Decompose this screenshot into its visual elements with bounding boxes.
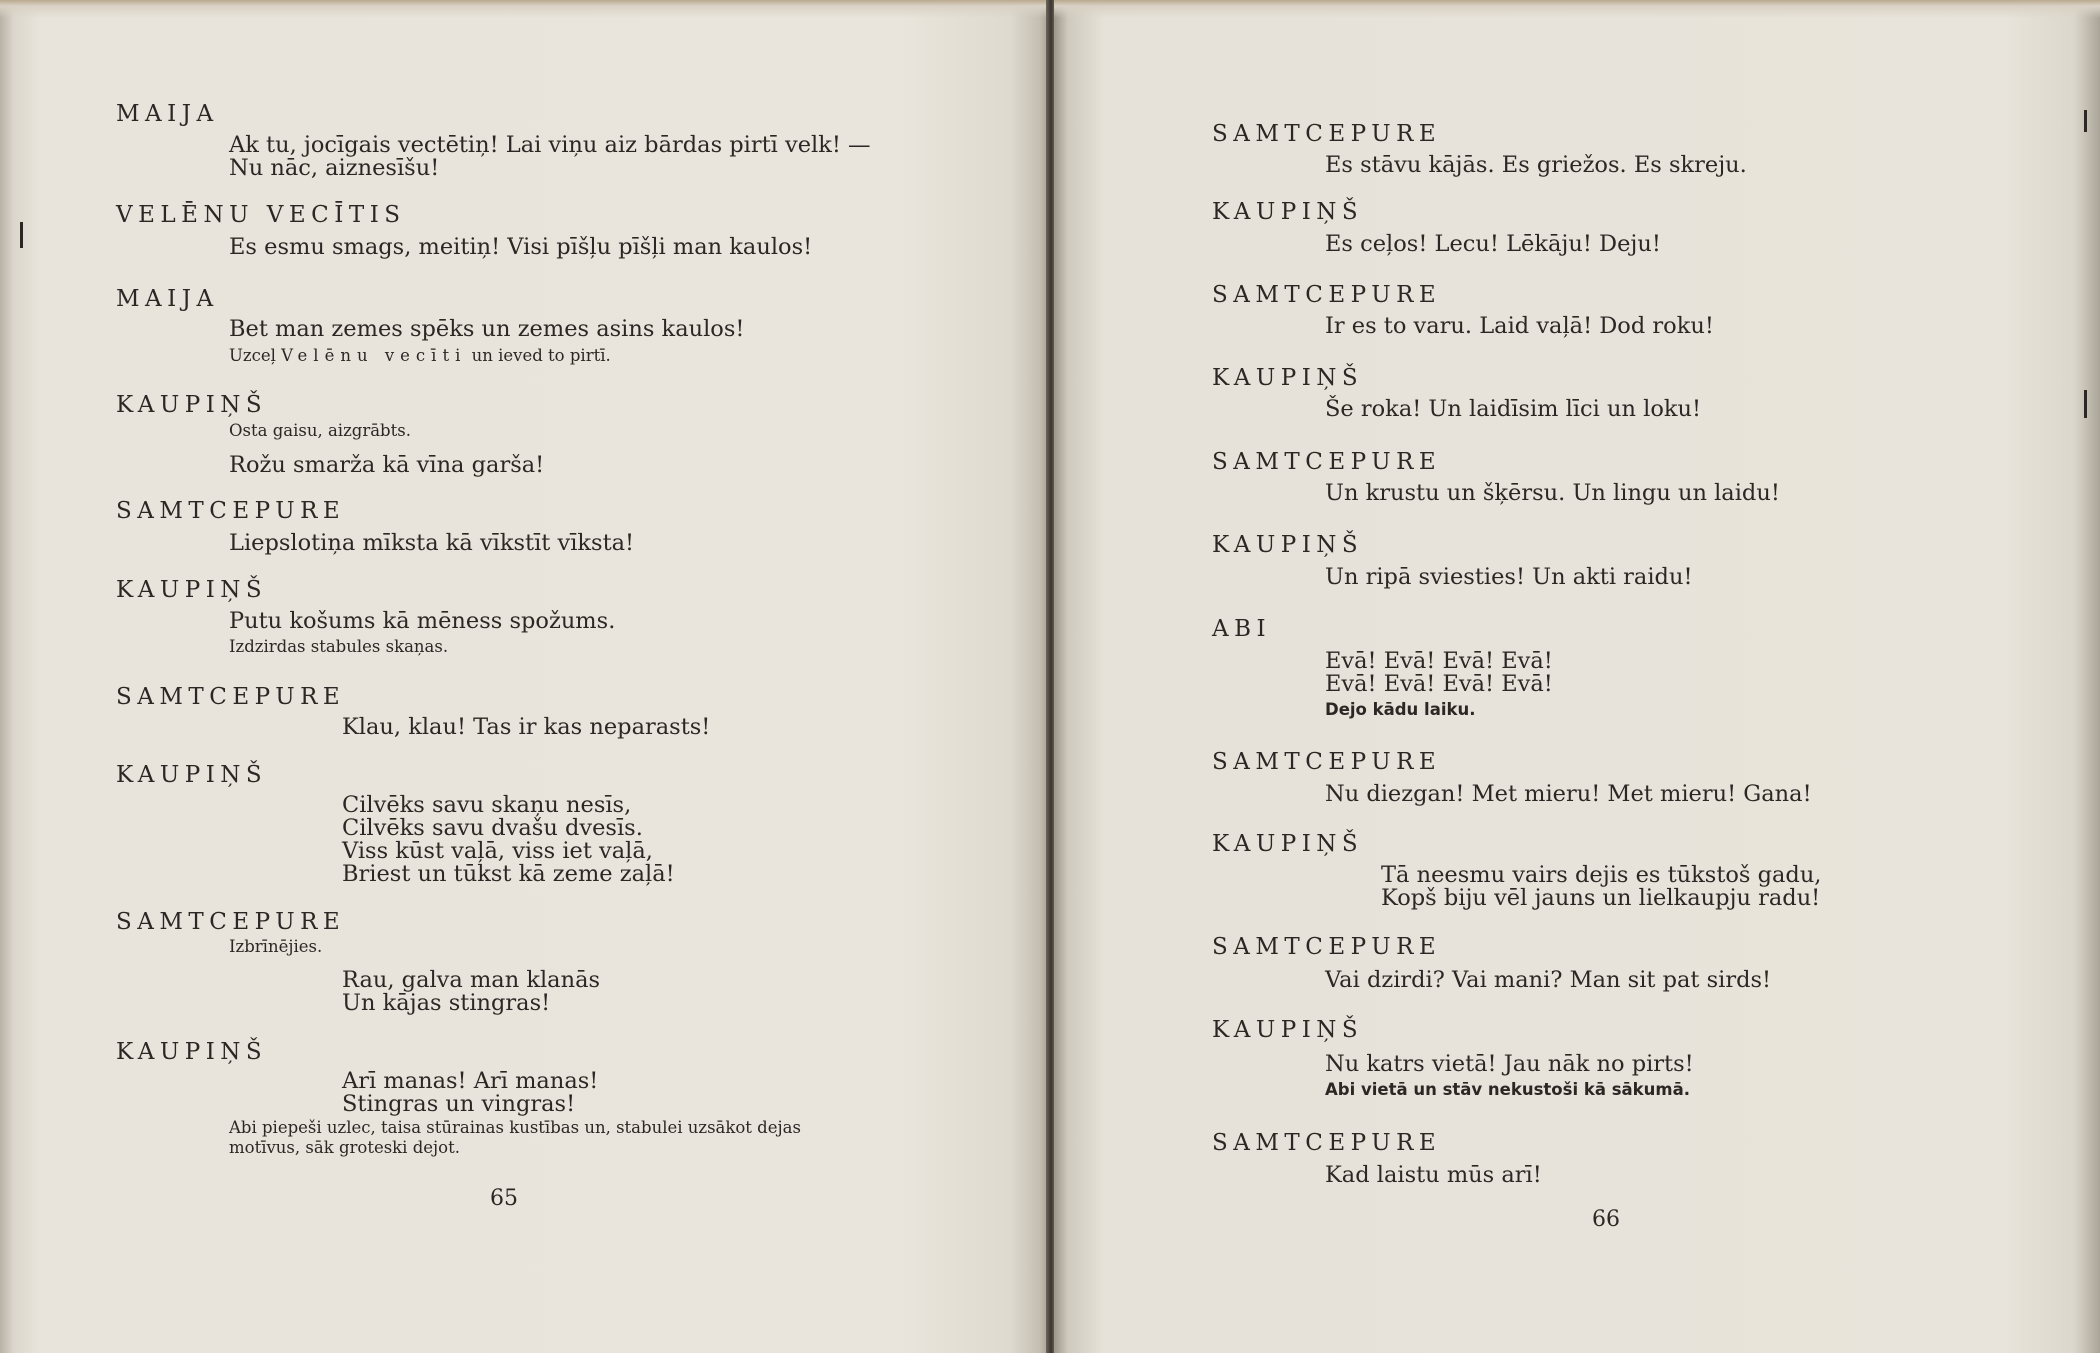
speaker-name: KAUPIŅŠ: [1212, 831, 1364, 857]
speaker-name: SAMTCEPURE: [1212, 934, 1442, 960]
right-page: [1054, 0, 2100, 1353]
dialogue-line: Kopš biju vēl jauns un lielkaupju radu!: [1381, 885, 1821, 911]
dialogue-line: Evā! Evā! Evā! Evā!: [1325, 648, 1553, 674]
dialogue-line: Un ripā sviesties! Un akti raidu!: [1325, 564, 1693, 590]
page-number: 66: [1592, 1207, 1620, 1232]
speaker-name: KAUPIŅŠ: [116, 762, 268, 788]
binding-mark: [20, 222, 23, 248]
dialogue-line: Cilvēks savu dvašu dvesīs.: [342, 815, 643, 841]
dialogue-line: Vai dzirdi? Vai mani? Man sit pat sirds!: [1325, 967, 1772, 993]
speaker-name: KAUPIŅŠ: [1212, 532, 1364, 558]
dialogue-line: Cilvēks savu skaņu nesīs,: [342, 792, 632, 818]
dialogue-line: Nu katrs vietā! Jau nāk no pirts!: [1325, 1051, 1694, 1077]
dialogue-line: Rožu smarža kā vīna garša!: [229, 452, 545, 478]
speaker-name: SAMTCEPURE: [1212, 282, 1442, 308]
dialogue-line: Nu nāc, aiznesīšu!: [229, 155, 440, 181]
speaker-name: KAUPIŅŠ: [116, 392, 268, 418]
edge-mark: [2084, 390, 2087, 418]
dialogue-line: Un krustu un šķērsu. Un lingu un laidu!: [1325, 480, 1780, 506]
speaker-name: SAMTCEPURE: [1212, 1130, 1442, 1156]
edge-mark: [2084, 110, 2087, 132]
speaker-name: SAMTCEPURE: [1212, 749, 1442, 775]
dialogue-line: Tā neesmu vairs dejis es tūkstoš gadu,: [1381, 862, 1822, 888]
speaker-name: SAMTCEPURE: [116, 498, 346, 524]
dialogue-line: Evā! Evā! Evā! Evā!: [1325, 671, 1553, 697]
speaker-name: KAUPIŅŠ: [116, 577, 268, 603]
stage-direction: Abi vietā un stāv nekustoši kā sākumā.: [1325, 1080, 1690, 1099]
dialogue-line: Še roka! Un laidīsim līci un loku!: [1325, 396, 1702, 422]
dialogue-line: Es stāvu kājās. Es griežos. Es skreju.: [1325, 152, 1747, 178]
speaker-name: SAMTCEPURE: [1212, 449, 1442, 475]
dialogue-line: Es ceļos! Lecu! Lēkāju! Deju!: [1325, 231, 1661, 257]
speaker-name: VELĒNU VECĪTIS: [116, 202, 406, 228]
speaker-name: SAMTCEPURE: [116, 684, 346, 710]
dialogue-line: Viss kūst vaļā, viss iet vaļā,: [342, 838, 653, 864]
stage-direction: Osta gaisu, aizgrābts.: [229, 421, 411, 440]
stage-direction: Abi piepeši uzlec, taisa stūrainas kustības un, stabulei uzsākot dejas: [229, 1118, 801, 1137]
dialogue-line: Arī manas! Arī manas!: [342, 1068, 599, 1094]
speaker-name: KAUPIŅŠ: [1212, 365, 1364, 391]
page-edge: [1054, 0, 2100, 18]
left-page: [0, 0, 1048, 1353]
page-number: 65: [490, 1186, 518, 1211]
speaker-name: KAUPIŅŠ: [1212, 199, 1364, 225]
dialogue-line: Stingras un vingras!: [342, 1091, 576, 1117]
dialogue-line: Liepslotiņa mīksta kā vīkstīt vīksta!: [229, 530, 635, 556]
dialogue-line: Nu diezgan! Met mieru! Met mieru! Gana!: [1325, 781, 1812, 807]
stage-direction: Izbrīnējies.: [229, 937, 323, 956]
speaker-name: MAIJA: [116, 286, 219, 312]
dialogue-line: Bet man zemes spēks un zemes asins kaulos!: [229, 316, 745, 342]
stage-direction: Izdzirdas stabules skaņas.: [229, 637, 449, 656]
speaker-name: SAMTCEPURE: [1212, 121, 1442, 147]
dialogue-line: Ak tu, jocīgais vectētiņ! Lai viņu aiz bārdas pirtī velk! —: [229, 132, 871, 158]
dialogue-line: Ir es to varu. Laid vaļā! Dod roku!: [1325, 313, 1714, 339]
speaker-name: MAIJA: [116, 101, 219, 127]
dialogue-line: Briest un tūkst kā zeme zaļā!: [342, 861, 675, 887]
speaker-name: KAUPIŅŠ: [1212, 1017, 1364, 1043]
speaker-name: ABI: [1212, 616, 1272, 642]
speaker-name: KAUPIŅŠ: [116, 1039, 268, 1065]
dialogue-line: Rau, galva man klanās: [342, 967, 601, 993]
dialogue-line: Kad laistu mūs arī!: [1325, 1162, 1542, 1188]
stage-direction: Dejo kādu laiku.: [1325, 700, 1476, 719]
dialogue-line: Klau, klau! Tas ir kas neparasts!: [342, 714, 711, 740]
dialogue-line: Es esmu smags, meitiņ! Visi pīšļu pīšļi man kaulos!: [229, 234, 813, 260]
speaker-name: SAMTCEPURE: [116, 909, 346, 935]
stage-direction: motīvus, sāk groteski dejot.: [229, 1138, 460, 1157]
stage-direction: Uzceļ Velēnu vecīti un ieved to pirtī.: [229, 346, 611, 365]
page-edge: [0, 0, 1048, 18]
dialogue-line: Putu košums kā mēness spožums.: [229, 608, 616, 634]
dialogue-line: Un kājas stingras!: [342, 990, 551, 1016]
